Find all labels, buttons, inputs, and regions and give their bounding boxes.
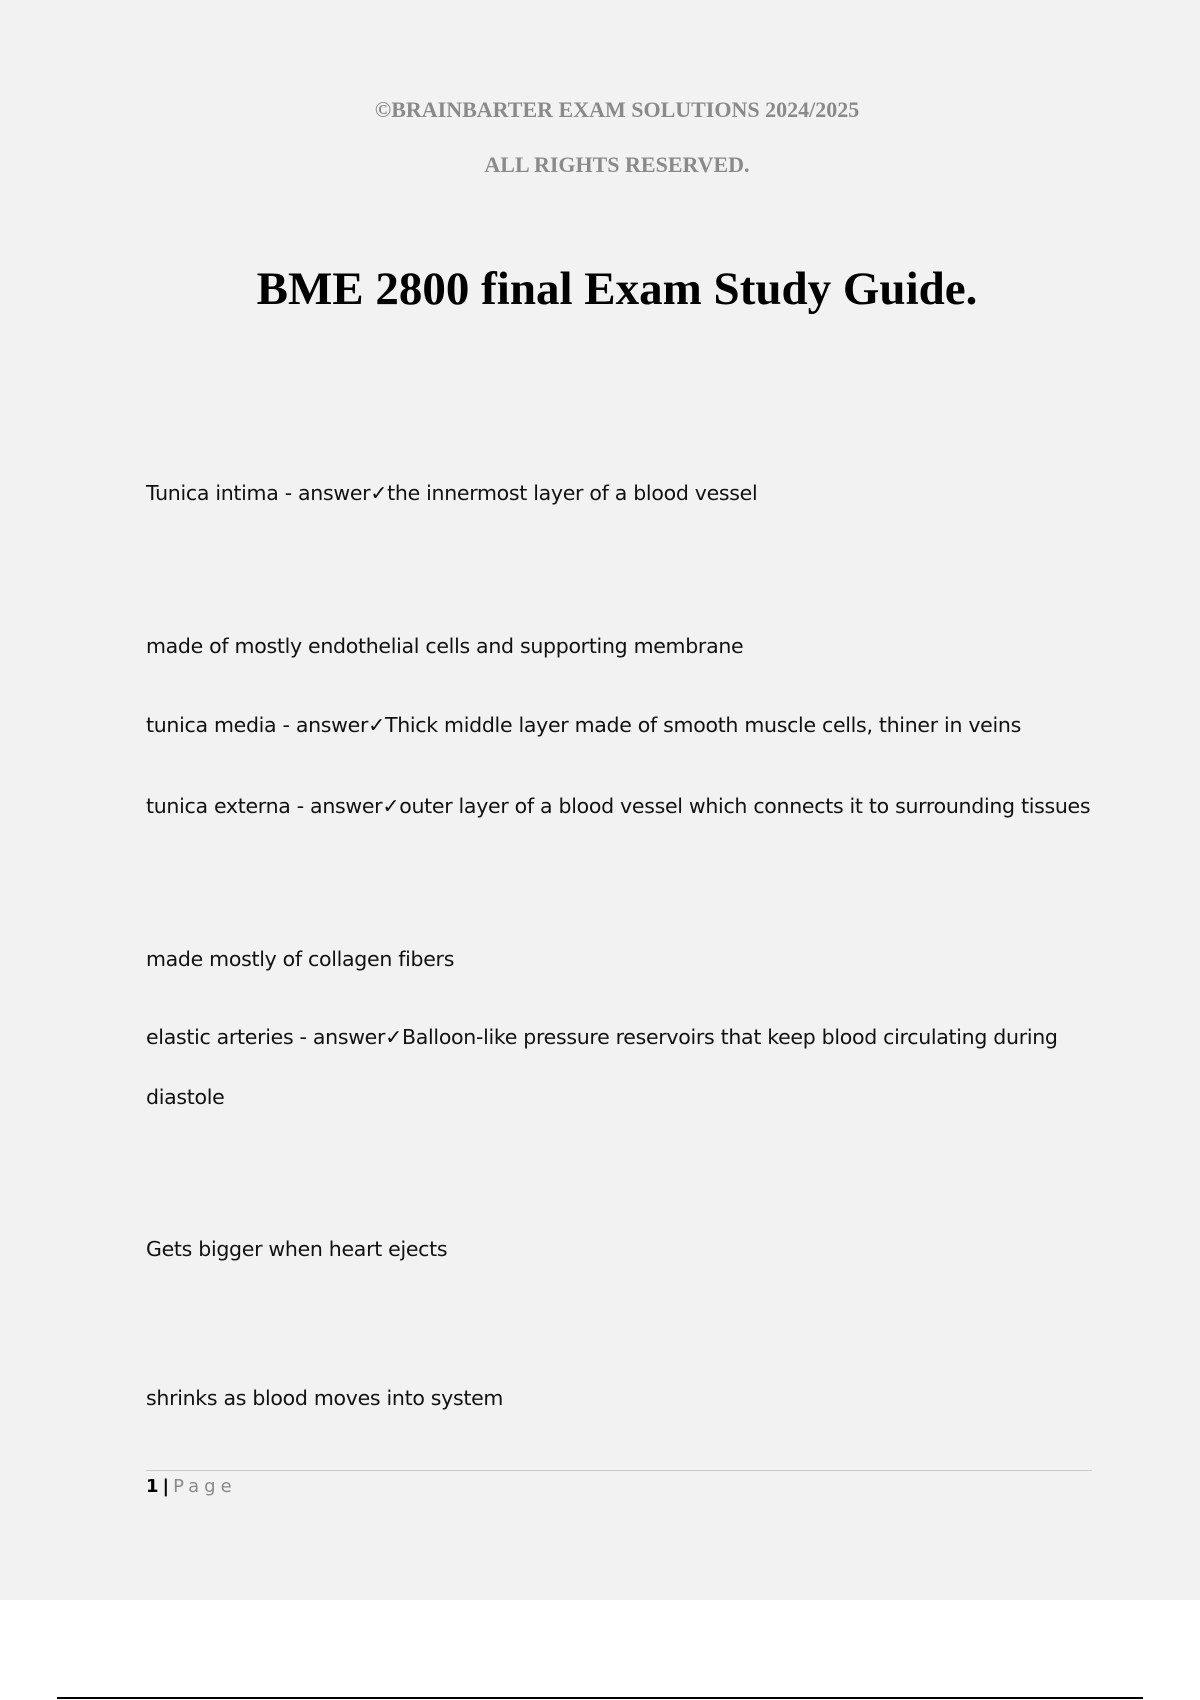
page-label: Page: [173, 1476, 237, 1497]
entry-answer: Balloon-like pressure reservoirs that keep blood circulating during: [402, 1025, 1058, 1049]
checkmark-icon: ✓: [368, 713, 385, 737]
entry-tunica-externa: [146, 794, 1090, 818]
entry-answer: Thick middle layer made of smooth muscle cells, thiner in veins: [384, 713, 1021, 737]
checkmark-icon: ✓: [370, 481, 388, 505]
entry-term: Tunica intima - answer: [146, 481, 371, 505]
footer-separator: |: [162, 1476, 170, 1497]
entry-tunica-media: [146, 713, 1021, 737]
page-number: 1: [146, 1476, 159, 1497]
entry-answer: outer layer of a blood vessel which connects it to surrounding tissues: [399, 794, 1091, 818]
entry-elastic-arteries: [146, 1025, 1058, 1049]
entry-text: diastole: [146, 1085, 225, 1109]
entry-term: tunica media - answer: [146, 713, 369, 737]
footer-divider: [146, 1470, 1092, 1471]
entry-text: made mostly of collagen fibers: [146, 947, 455, 971]
entry-tunica-intima: [146, 481, 757, 505]
entry-term: elastic arteries - answer: [146, 1025, 386, 1049]
bottom-divider: [57, 1697, 1143, 1699]
entry-text: Gets bigger when heart ejects: [146, 1237, 448, 1261]
page-title: BME 2800 final Exam Study Guide.: [256, 263, 978, 315]
entry-term: tunica externa - answer: [146, 794, 383, 818]
copyright-header: ©BRAINBARTER EXAM SOLUTIONS 2024/2025: [374, 97, 860, 122]
checkmark-icon: ✓: [385, 1025, 402, 1049]
entry-text: shrinks as blood moves into system: [146, 1386, 504, 1410]
checkmark-icon: ✓: [382, 794, 400, 818]
entry-answer: the innermost layer of a blood vessel: [387, 481, 758, 505]
entry-text: made of mostly endothelial cells and supporting membrane: [146, 634, 744, 658]
rights-reserved-header: ALL RIGHTS RESERVED.: [484, 152, 750, 177]
page-footer: [146, 1476, 237, 1497]
